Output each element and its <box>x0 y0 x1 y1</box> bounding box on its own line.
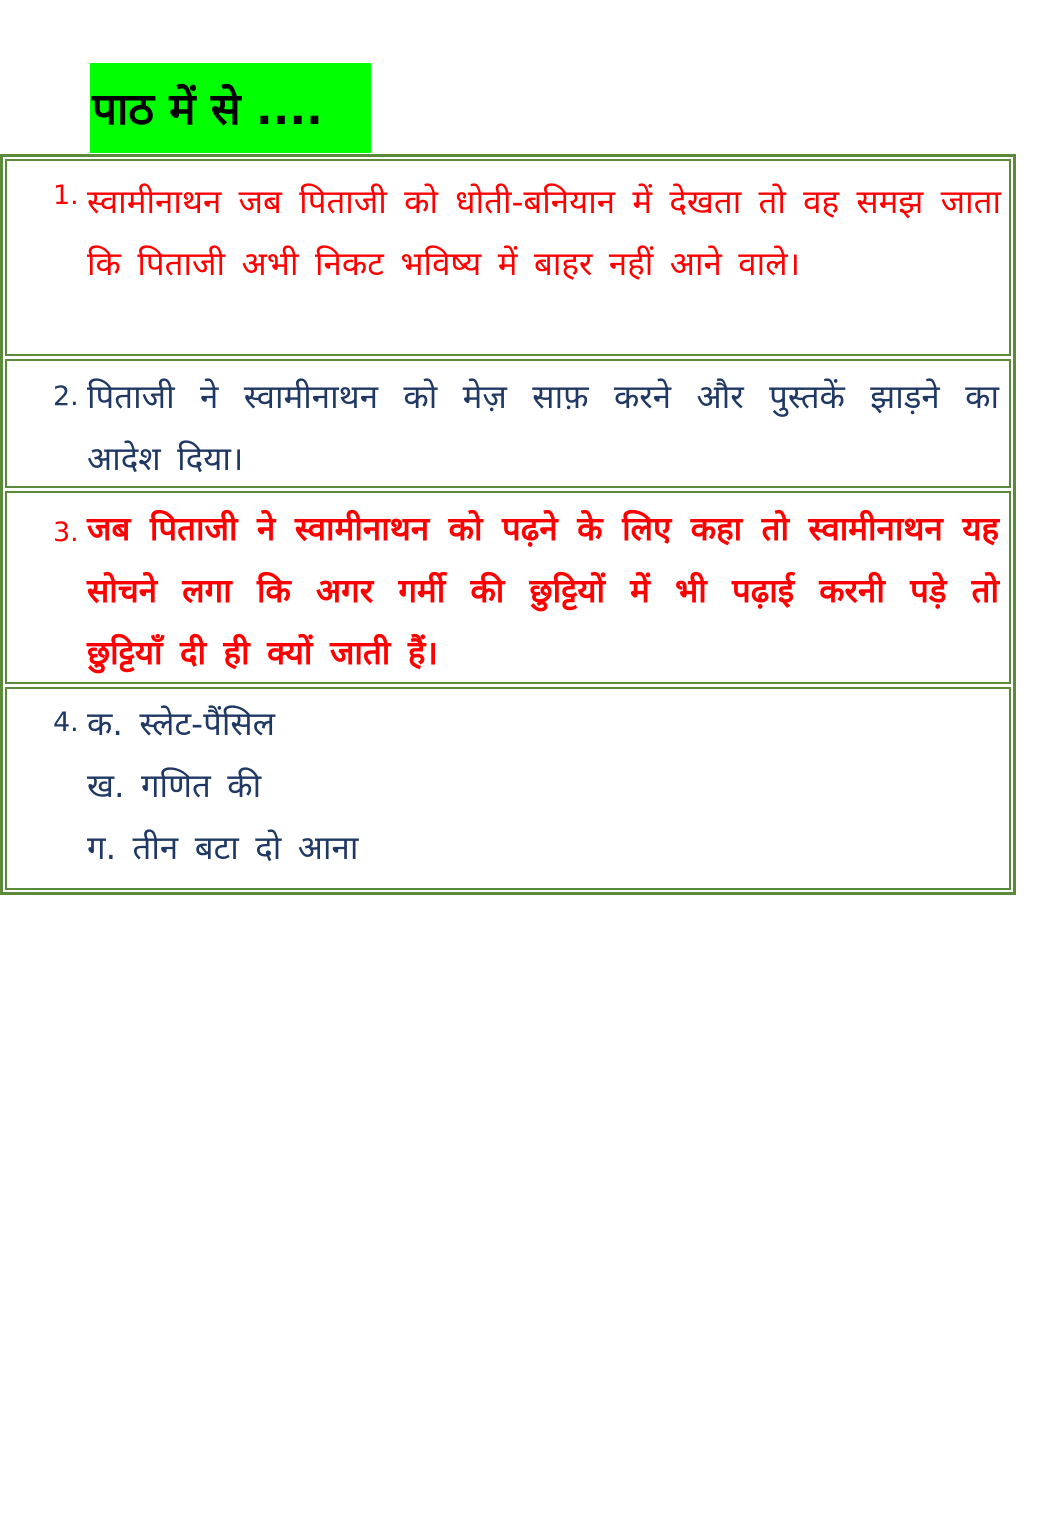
answer-number: 3. <box>53 517 79 548</box>
answer-row-4 <box>5 687 1011 890</box>
answer-line: ग. तीन बटा दो आना <box>87 828 359 867</box>
answer-list <box>87 689 1001 879</box>
answer-text: स्वामीनाथन जब पिताजी को धोती-बनियान में देखता तो वह समझ जाता कि पिताजी अभी निकट भविष्य में बाहर नहीं आने वाले। <box>87 182 1001 283</box>
answer-line: ख. गणित की <box>87 766 262 805</box>
answer-number: 4. <box>53 707 79 738</box>
answer-number: 2. <box>53 381 79 412</box>
answer-text: पिताजी ने स्वामीनाथन को मेज़ साफ़ करने और पुस्तकें झाड़ने का आदेश दिया। <box>87 377 999 478</box>
answer-row-3 <box>5 491 1011 684</box>
page-title: पाठ में से .... <box>90 63 371 153</box>
answer-number: 1. <box>53 180 79 211</box>
answer-line: क. स्लेट-पैंसिल <box>87 704 276 743</box>
answers-table <box>0 154 1016 895</box>
answer-text: जब पिताजी ने स्वामीनाथन को पढ़ने के लिए कहा तो स्वामीनाथन यह सोचने लगा कि अगर गर्मी की छुट्टियों में भी पढ़ाई करनी पड़े तो छुट्टियाँ दी ही क्यों जाती हैं। <box>87 509 999 672</box>
answer-row-1 <box>5 159 1011 356</box>
answer-row-2 <box>5 359 1011 488</box>
